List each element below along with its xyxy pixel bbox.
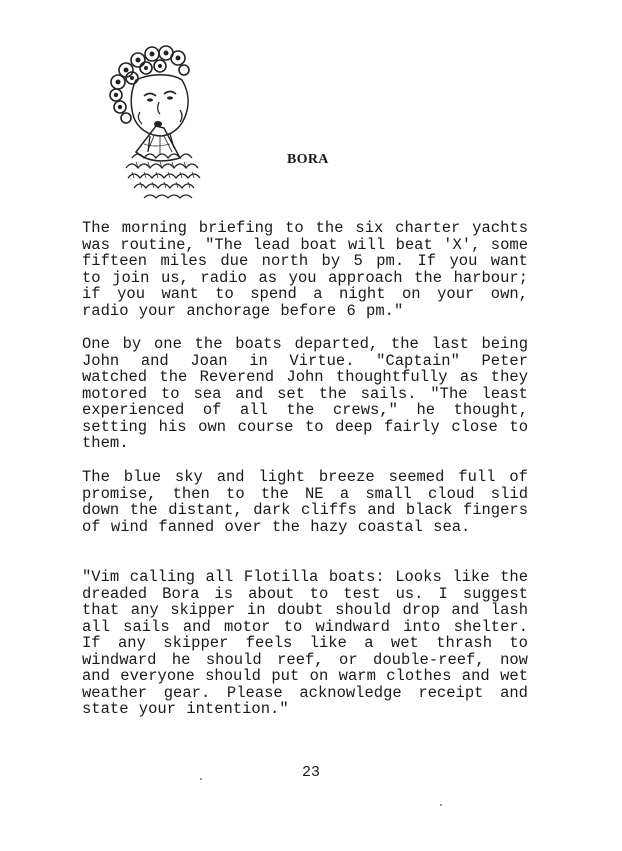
page-number: 23 [301, 764, 320, 781]
paragraph: "Vim calling all Flotilla boats: Looks like the dreaded Bora is about to test us. I suggest that any skipper in doubt should drop and lash all sails and motor to windward into shelter. If any skipper feels like a wet thrash to windward he should reef, or double-reef, now and everyone should put on warm clothes and wet weather gear. Please acknowledge receipt and state your intention." [82, 568, 528, 718]
wind-blowing-face-icon [96, 40, 256, 210]
paragraph: One by one the boats departed, the last being John and Joan in Virtue. "Captain" Peter watched the Reverend John thoughtfully as they motored to sea and set the sails. "The least experienced of all the crews," he thought, setting his own course to deep fairly close to them. [82, 335, 528, 452]
print-speck [440, 804, 442, 806]
paragraph: The morning briefing to the six charter yachts was routine, "The lead boat will beat 'X', some fifteen miles due north by 5 pm. If you want to join us, radio as you approach the harbour; if you want to spend a night on your own, radio your anchorage before 6 pm." [82, 219, 528, 320]
print-speck [200, 778, 202, 780]
paragraph: The blue sky and light breeze seemed full of promise, then to the NE a small cloud slid down the distant, dark cliffs and black fingers of wind fanned over the hazy coastal sea. [82, 468, 528, 536]
chapter-title: BORA [287, 152, 329, 167]
